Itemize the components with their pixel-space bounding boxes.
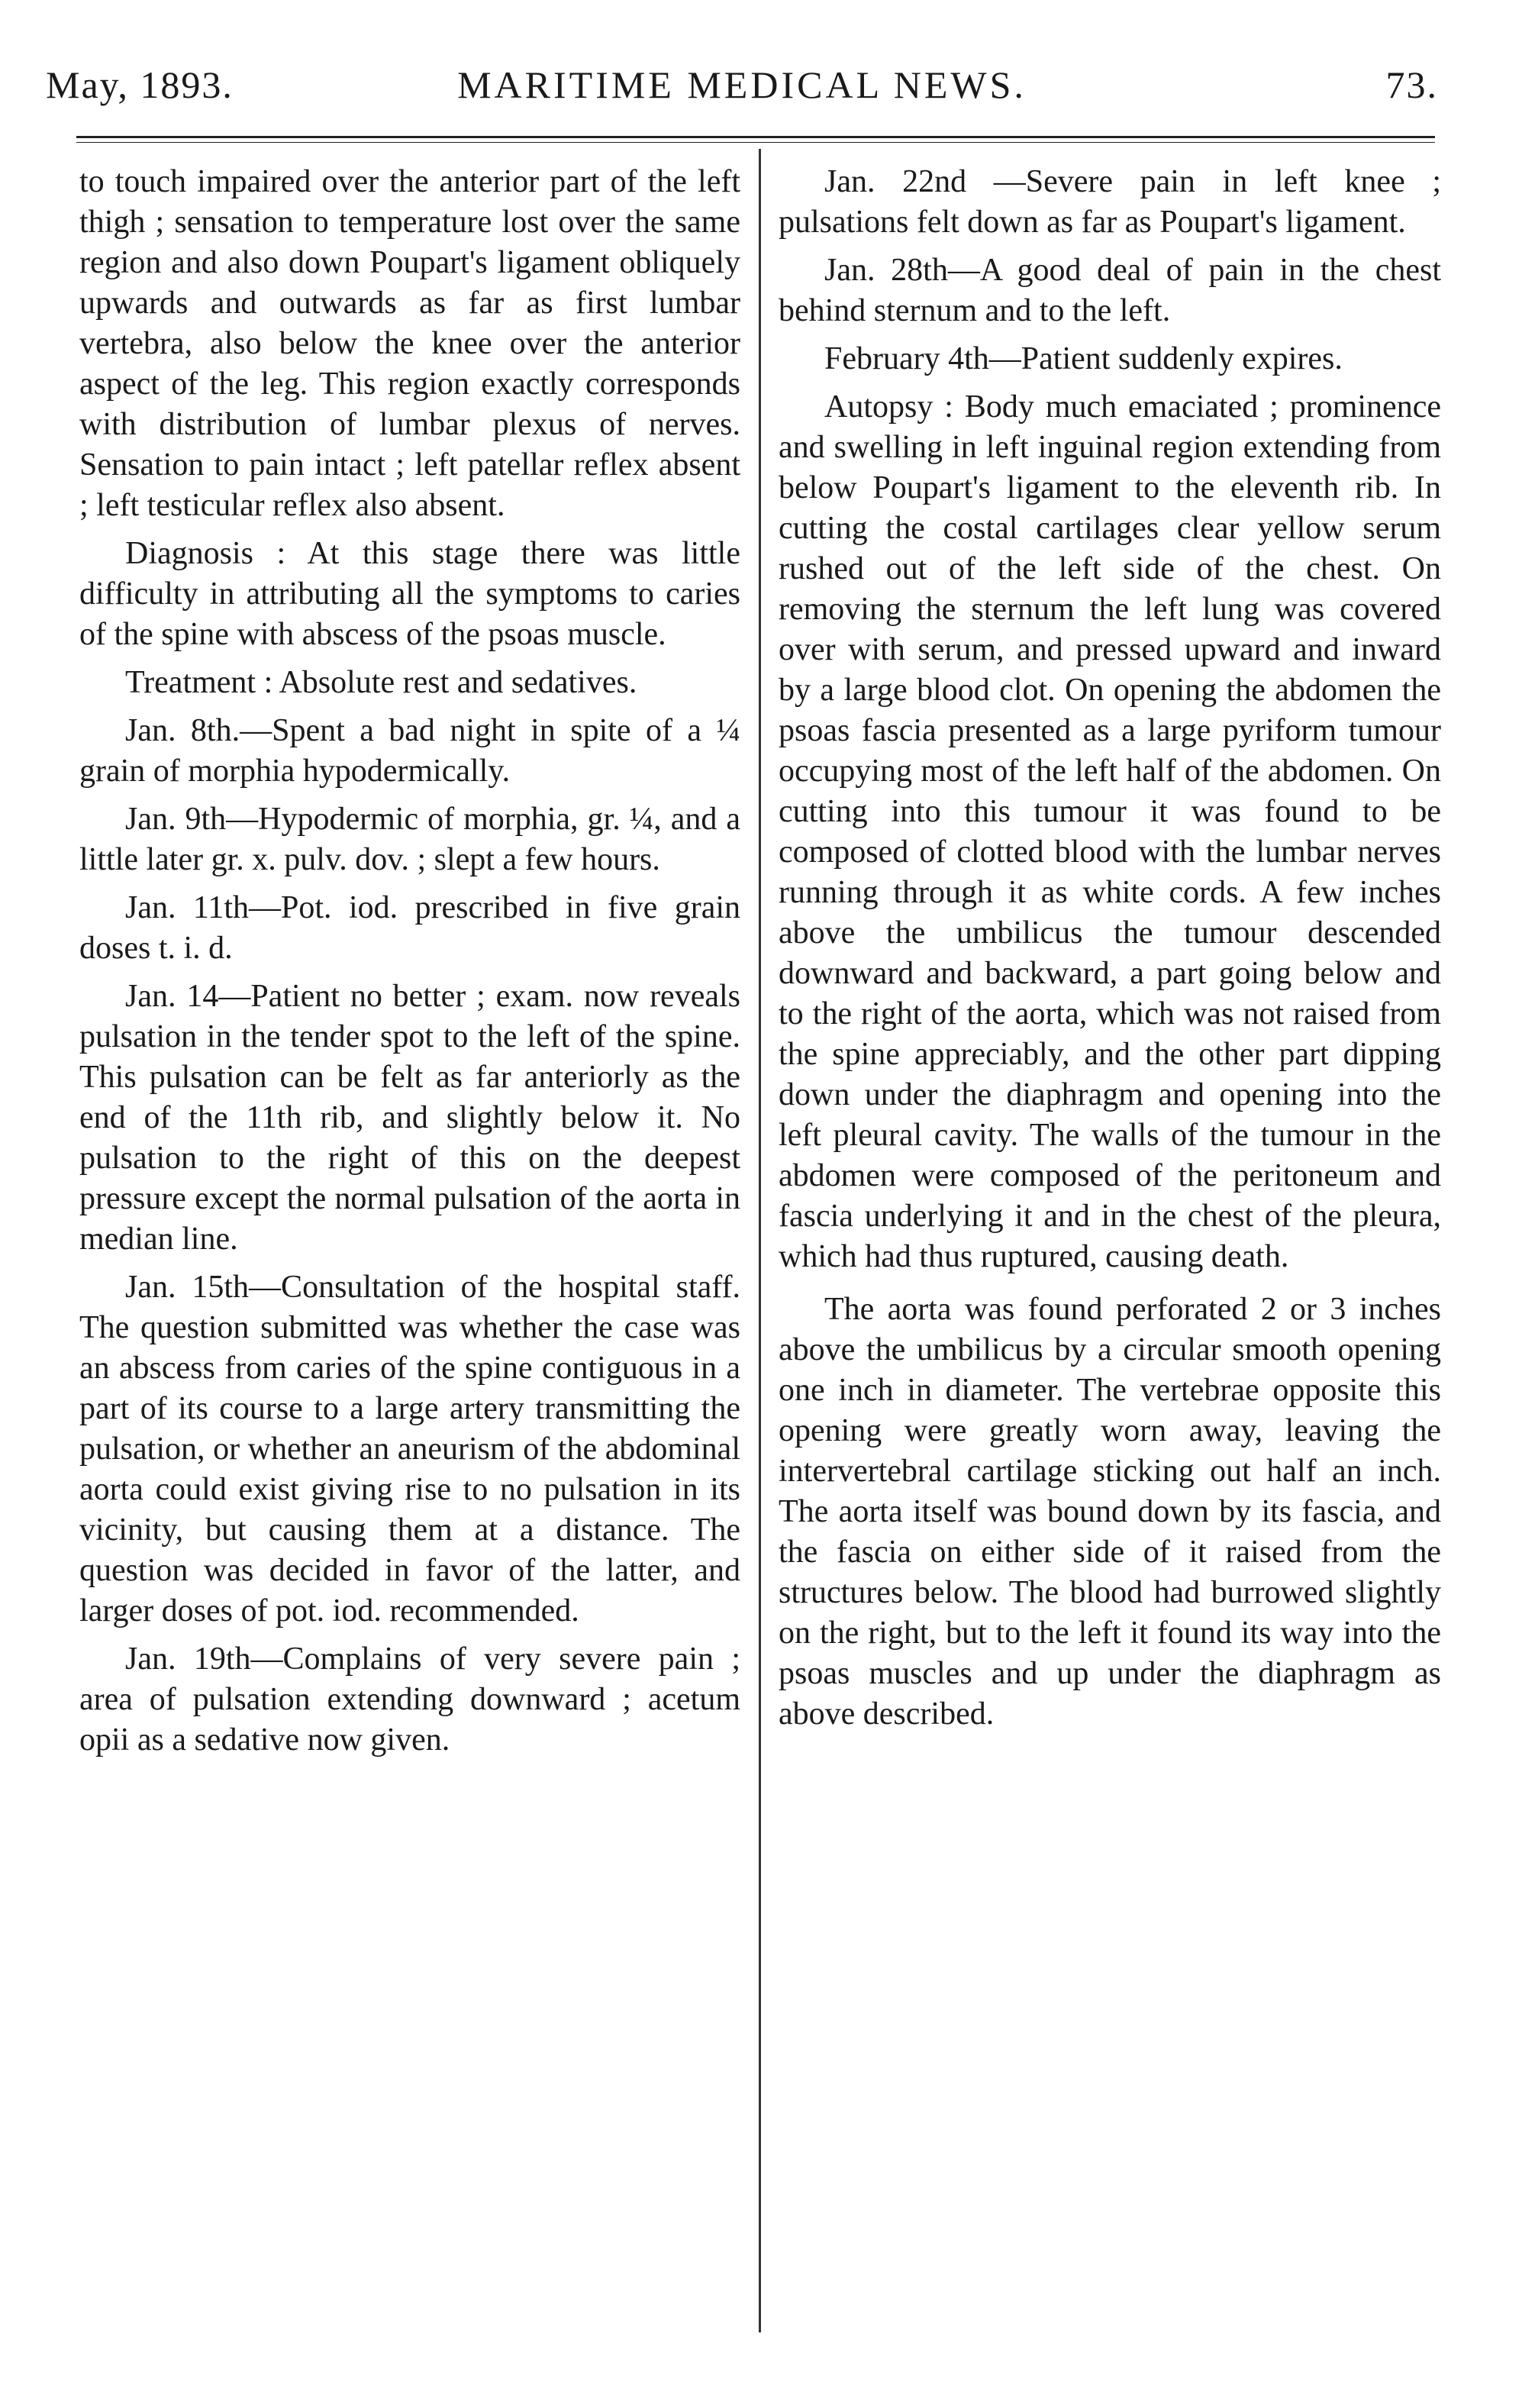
paragraph: Jan. 22nd —Severe pain in left knee ; pulsations felt down as far as Poupart's ligament.: [779, 164, 1441, 240]
right-column: [779, 162, 1441, 1742]
header-journal-title: MARITIME MEDICAL NEWS.: [457, 63, 1027, 106]
paragraph: Jan. 8th.—Spent a bad night in spite of a ¼ grain of morphia hypodermically.: [79, 713, 740, 789]
left-column: [79, 162, 740, 1768]
running-header: [46, 47, 1438, 116]
paragraph: Jan. 19th—Complains of very severe pain ; area of pulsation extending downward ; acetum opii as a sedative now given.: [79, 1641, 740, 1758]
header-rule-thin: [76, 142, 1435, 143]
paragraph: Diagnosis : At this stage there was little difficulty in attributing all the symptoms to caries of the spine with abscess of the psoas muscle.: [79, 536, 740, 652]
paragraph: Autopsy : Body much emaciated ; prominence and swelling in left inguinal region extending from below Poupart's ligament to the eleventh rib. In cutting the costal cartilages clear yellow serum rushed out of the left side of the chest. On removing the sternum the left lung was covered over with serum, and pressed upward and inward by a large blood clot. On opening the abdomen the psoas fascia presented as a large pyriform tumour occupying most of the left half of the abdomen. On cutting into this tumour it was found to be composed of clotted blood with the lumbar nerves running through it as white cords. A few inches above the umbilicus the tumour descended downward and backward, a part going below and to the right of the aorta, which was not raised from the spine appreciably, and the other part dipping down under the diaphragm and opening into the left pleural cavity. The walls of the tumour in the abdomen were composed of the peritoneum and fascia underlying it and in the chest of the pleura, which had thus ruptured, causing death.: [779, 389, 1441, 1274]
header-rule: [76, 136, 1435, 138]
paragraph: Jan. 9th—Hypodermic of morphia, gr. ¼, and a little later gr. x. pulv. dov. ; slept a few hours.: [79, 802, 740, 877]
paragraph: Treatment : Absolute rest and sedatives.: [125, 665, 637, 700]
paragraph: Jan. 14—Patient no better ; exam. now reveals pulsation in the tender spot to the left of the spine. This pulsation can be felt as far anteriorly as the end of the 11th rib, and slightly below it. No pulsation to the right of this on the deepest pressure except the normal pulsation of the aorta in median line.: [79, 979, 740, 1257]
header-page-number: 73.: [1385, 63, 1438, 106]
paragraph: Jan. 11th—Pot. iod. prescribed in five grain doses t. i. d.: [79, 890, 740, 966]
paragraph: Jan. 28th—A good deal of pain in the chest behind sternum and to the left.: [779, 253, 1441, 328]
paragraph: to touch impaired over the anterior part of the left thigh ; sensation to temperature lost over the same region and also down Poupart's ligament obliquely upwards and outwards as far as first lumbar vertebra, also below the knee over the anterior aspect of the leg. This region exactly corresponds with distribution of lumbar plexus of nerves. Sensation to pain intact ; left patellar reflex absent ; left testicular reflex also absent.: [79, 164, 740, 523]
paragraph: February 4th—Patient suddenly expires.: [824, 341, 1343, 376]
paragraph: Jan. 15th—Consultation of the hospital staff. The question submitted was whether the case was an abscess from caries of the spine contiguous in a part of its course to a large artery transmitting the pulsation, or whether an aneurism of the abdominal aorta could exist giving rise to no pulsation in its vicinity, but causing them at a distance. The question was decided in favor of the latter, and larger doses of pot. iod. recommended.: [79, 1270, 740, 1628]
paragraph: The aorta was found perforated 2 or 3 inches above the umbilicus by a circular smooth opening one inch in diameter. The vertebrae opposite this opening were greatly worn away, leaving the intervertebral cartilage sticking out half an inch. The aorta itself was bound down by its fascia, and the fascia on either side of it raised from the structures below. The blood had burrowed slightly on the right, but to the left it found its way into the psoas muscles and up under the diaphragm as above described.: [779, 1292, 1441, 1732]
header-date: May, 1893.: [46, 63, 234, 106]
column-divider: [759, 149, 761, 2332]
